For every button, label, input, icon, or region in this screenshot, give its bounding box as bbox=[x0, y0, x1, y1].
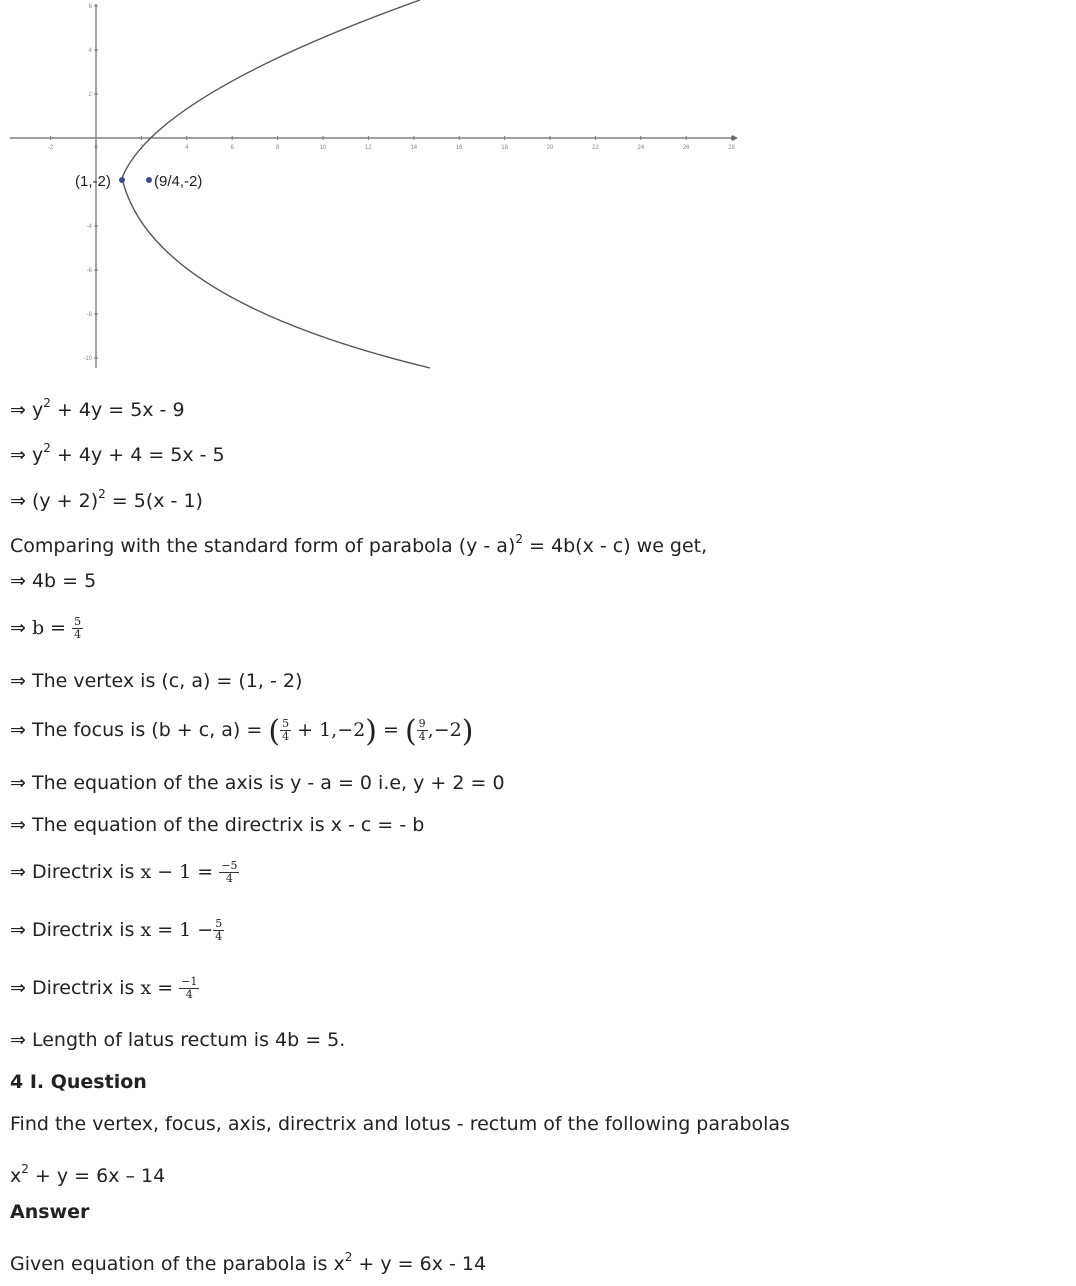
fraction: $\frac{5}{4}$ bbox=[215, 917, 223, 943]
x-tick-label: 8 bbox=[275, 145, 280, 151]
focus-line: ⇒ The focus is (b + c, a) = ( $\frac{5}{4}$ + 1,−2) = ( $\frac{9}{4}$ ,−2) bbox=[10, 714, 474, 749]
vertex-line: ⇒ The vertex is (c, a) = (1, - 2) bbox=[10, 670, 303, 692]
directrix-equation-line: ⇒ The equation of the directrix is x - c = - b bbox=[10, 814, 425, 836]
x-tick-label: 16 bbox=[455, 145, 463, 151]
x-tick-label: 10 bbox=[319, 145, 327, 151]
x-tick-label: 6 bbox=[230, 145, 234, 151]
fraction: $\frac{-1}{4}$ bbox=[181, 975, 198, 1001]
fraction: $\frac{5}{4}$ bbox=[282, 717, 290, 743]
x-tick-label: 4 bbox=[185, 145, 189, 151]
x-tick-label: 2 bbox=[139, 145, 144, 151]
b-value-line: ⇒ b = $\frac{5}{4}$ bbox=[10, 615, 82, 641]
fraction: $\frac{9}{4}$ bbox=[418, 717, 426, 743]
vertex-label: (1,-2) bbox=[75, 173, 111, 190]
y-tick-label: -10 bbox=[83, 356, 92, 362]
x-tick-label: 28 bbox=[728, 145, 735, 151]
vertex-point bbox=[119, 177, 125, 183]
latus-rectum-line: ⇒ Length of latus rectum is 4b = 5. bbox=[10, 1029, 346, 1051]
focus-label: (9/4,-2) bbox=[154, 173, 203, 190]
x-tick-label: 0 bbox=[94, 145, 98, 151]
x-tick-label: 26 bbox=[682, 145, 690, 151]
y-tick-label: 4 bbox=[88, 48, 92, 54]
directrix-line-3: ⇒ Directrix is x = $\frac{-1}{4}$ bbox=[10, 975, 198, 1001]
question-heading: 4 I. Question bbox=[10, 1071, 147, 1093]
directrix-line-2: ⇒ Directrix is x = 1 − $\frac{5}{4}$ bbox=[10, 917, 223, 943]
focus-point bbox=[146, 177, 152, 183]
x-tick-label: 14 bbox=[410, 145, 418, 151]
y-tick-label: 6 bbox=[88, 4, 92, 10]
parabola-graph bbox=[0, 0, 740, 372]
axis-line: ⇒ The equation of the axis is y - a = 0 i.e, y + 2 = 0 bbox=[10, 772, 505, 794]
comparison-text: Comparing with the standard form of parabola (y - a)$^2$ = 4b(x - c) we get, bbox=[10, 532, 708, 557]
question-equation: $x^2 + y = 6x - 14$ bbox=[10, 1162, 166, 1187]
equation-line-1: ⇒ $y^2 + 4y = 5x - 9$ bbox=[10, 396, 185, 421]
x-tick-label: 20 bbox=[546, 145, 554, 151]
x-tick-label: 22 bbox=[592, 145, 599, 151]
y-tick-label: -8 bbox=[86, 312, 92, 318]
x-tick-label: 12 bbox=[365, 145, 372, 151]
x-tick-label: 18 bbox=[501, 145, 508, 151]
question-text: Find the vertex, focus, axis, directrix and lotus - rectum of the following parabolas bbox=[10, 1113, 790, 1135]
y-tick-label: -6 bbox=[86, 268, 92, 274]
fraction: $\frac{-5}{4}$ bbox=[221, 859, 238, 885]
y-tick-label: 2 bbox=[88, 92, 92, 98]
x-tick-label: -2 bbox=[47, 145, 54, 151]
answer-text: Given equation of the parabola is $x^2 + y = 6x - 14$ bbox=[10, 1250, 487, 1275]
equation-line-2: ⇒ $y^2 + 4y + 4 = 5x - 5$ bbox=[10, 441, 225, 466]
y-tick-label: -4 bbox=[86, 224, 92, 230]
x-tick-label: 24 bbox=[637, 145, 645, 151]
fraction: $\frac{5}{4}$ bbox=[74, 615, 82, 641]
answer-heading: Answer bbox=[10, 1201, 90, 1223]
four-b-equation: ⇒ 4b = 5 bbox=[10, 570, 97, 592]
equation-line-3: ⇒ $(y + 2)^2 = 5(x - 1)$ bbox=[10, 487, 203, 512]
x-axis bbox=[10, 135, 738, 141]
directrix-line-1: ⇒ Directrix is x − 1 = $\frac{-5}{4}$ bbox=[10, 859, 238, 885]
